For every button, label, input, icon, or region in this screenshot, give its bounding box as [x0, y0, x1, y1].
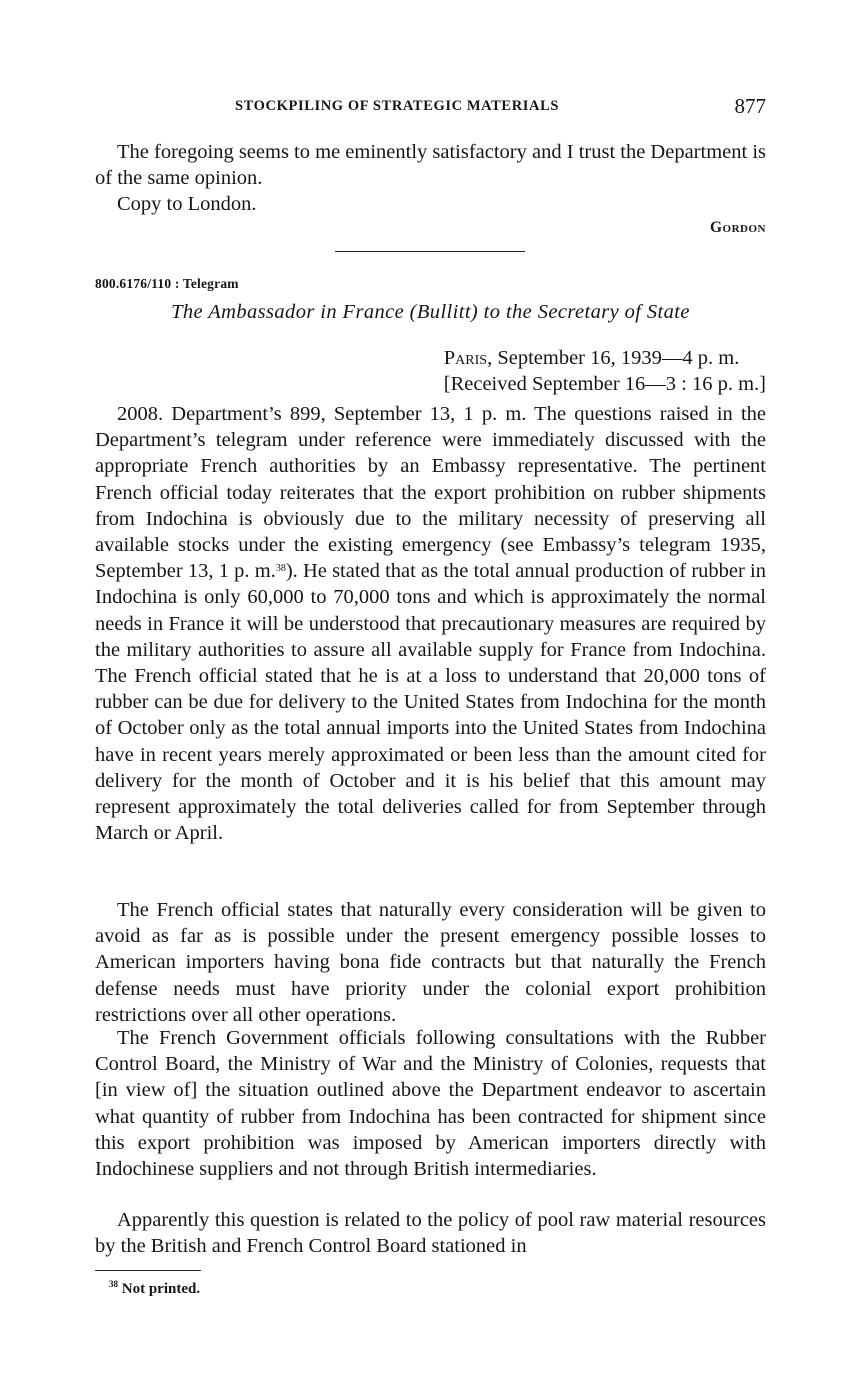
- paragraph-1-part-a: 2008. Department’s 899, September 13, 1 p. m. The questions raised in the Department’s telegram under reference were immediately discussed with the appropriate French authorities by an Embassy representative. The pertinent French official today reiterates that the export prohibition on rubber shipments from Indochina is obviously due to the military necessity of preserving all available stocks under the existing emergency (see Embassy’s telegram 1935, September 13, 1 p. m.: [95, 403, 766, 583]
- running-head: STOCKPILING OF STRATEGIC MATERIALS: [235, 98, 560, 114]
- section-divider: [335, 251, 525, 252]
- sent-line: [444, 345, 766, 371]
- footnote-divider: [95, 1270, 201, 1271]
- page-header: [95, 94, 766, 124]
- sent-date: , September 16, 1939—4 p. m.: [487, 347, 740, 369]
- body-paragraph-4: Apparently this question is related to the policy of pool raw material resources by the British and French Control Board stationed in: [95, 1209, 766, 1258]
- received-line: [Received September 16—3 : 16 p. m.]: [443, 373, 766, 395]
- body-paragraph-1: [95, 401, 766, 846]
- body-paragraph-2: The French official states that naturally every consideration will be given to avoid as far as is possible under the present emergency possible losses to American importers having bona fide contracts but that naturally the French defense needs must have priority under the colonial export prohibition restrictions over all other operations.: [95, 899, 766, 1026]
- page-number: 877: [734, 94, 766, 118]
- document-title: The Ambassador in France (Bullitt) to the Secretary of State: [171, 301, 690, 323]
- body-paragraph-3: The French Government officials following consultations with the Rubber Control Board, the Ministry of War and the Ministry of Colonies, requests that [in view of] the situation outlined above the Department endeavor to ascertain what quantity of rubber from Indochina has been contracted for shipment since this export prohibition was imposed by American importers directly with Indochinese suppliers and not through British intermediaries.: [95, 1027, 766, 1181]
- place: Paris: [443, 347, 488, 369]
- dateline: [444, 345, 766, 397]
- signature: Gordon: [709, 219, 766, 236]
- copy-note: Copy to London.: [117, 193, 257, 215]
- footnote: [109, 1281, 200, 1298]
- footnote-text: Not printed.: [121, 1281, 201, 1297]
- file-reference: 800.6176/110 : Telegram: [95, 276, 239, 291]
- footnote-ref: 38: [275, 563, 286, 575]
- footnote-marker: 38: [109, 1279, 118, 1289]
- paragraph-1-part-b: ). He stated that as the total annual production of rubber in Indochina is only 60,000 to 70,000 tons and which is approximately the normal needs in France it will be understood that precautionary measures are required by the military authorities to assure all available supply for France from Indochina. The French official stated that he is at a loss to understand that 20,000 tons of rubber can be due for delivery to the United States from Indochina for the month of October only as the total annual imports into the United States from Indochina have in recent years merely approximated or been less than the amount cited for delivery for the month of October and it is his belief that this amount may represent approximately the total deliveries called for from September through March or April.: [95, 560, 766, 845]
- continuation-paragraph: The foregoing seems to me eminently satisfactory and I trust the Department is of the same opinion.: [95, 141, 766, 190]
